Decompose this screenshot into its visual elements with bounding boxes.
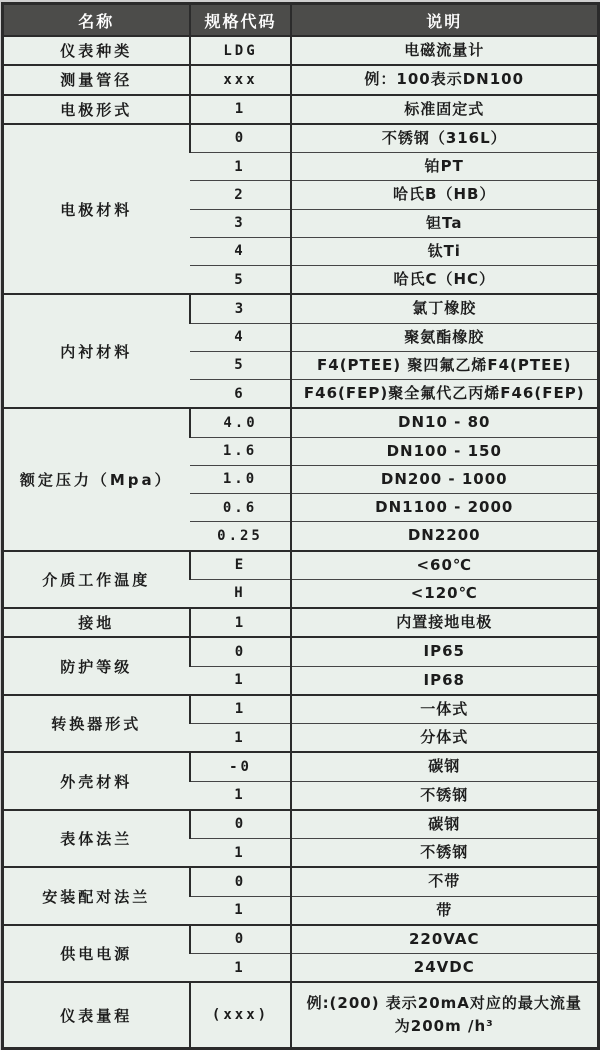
desc-cell: 标准固定式: [291, 95, 598, 124]
code-cell: 3: [190, 209, 291, 237]
desc-cell: 钽Ta: [291, 209, 598, 237]
desc-cell: 例:(200) 表示20mA对应的最大流量为200m /h³: [291, 982, 598, 1049]
desc-cell: DN2200: [291, 522, 598, 551]
code-cell: 1: [190, 724, 291, 753]
table-row: [2, 95, 598, 124]
code-cell: 1: [190, 95, 291, 124]
desc-cell: 带: [291, 896, 598, 925]
desc-cell: 电磁流量计: [291, 36, 598, 65]
code-cell: 1: [190, 666, 291, 695]
table-row: [2, 294, 598, 323]
group-name-cell: 表体法兰: [2, 810, 190, 868]
desc-cell: DN1100 - 2000: [291, 494, 598, 522]
table-row: [2, 36, 598, 65]
desc-cell: DN100 - 150: [291, 437, 598, 465]
code-cell: xxx: [190, 65, 291, 94]
code-cell: 1: [190, 153, 291, 181]
desc-cell: 聚氨酯橡胶: [291, 323, 598, 351]
code-cell: 5: [190, 351, 291, 379]
header-name: 名称: [2, 4, 190, 37]
desc-cell: IP68: [291, 666, 598, 695]
desc-cell: 哈氏B（HB）: [291, 181, 598, 209]
code-cell: -0: [190, 752, 291, 781]
code-cell: 3: [190, 294, 291, 323]
code-cell: 1: [190, 695, 291, 724]
code-cell: 0: [190, 810, 291, 839]
group-name-cell: 外壳材料: [2, 752, 190, 810]
desc-cell: IP65: [291, 637, 598, 666]
group-name-cell: 内衬材料: [2, 294, 190, 408]
code-cell: 1.6: [190, 437, 291, 465]
desc-cell: 220VAC: [291, 925, 598, 954]
group-name-cell: 转换器形式: [2, 695, 190, 753]
table-row: [2, 608, 598, 637]
code-cell: 4: [190, 323, 291, 351]
group-name-cell: 额定压力（Mpa）: [2, 408, 190, 550]
table-row: [2, 551, 598, 580]
group-name-cell: 电极材料: [2, 124, 190, 295]
desc-cell: <120℃: [291, 579, 598, 608]
table-row: [2, 752, 598, 781]
desc-cell: 分体式: [291, 724, 598, 753]
code-cell: 4.0: [190, 408, 291, 437]
table-row: [2, 695, 598, 724]
group-name-cell: 电极形式: [2, 95, 190, 124]
desc-cell: 24VDC: [291, 954, 598, 983]
desc-cell: 氯丁橡胶: [291, 294, 598, 323]
table-row: [2, 810, 598, 839]
code-cell: H: [190, 579, 291, 608]
group-name-cell: 接地: [2, 608, 190, 637]
desc-cell: 哈氏C（HC）: [291, 266, 598, 295]
group-name-cell: 仪表种类: [2, 36, 190, 65]
desc-cell: 内置接地电极: [291, 608, 598, 637]
table-row: [2, 982, 598, 1049]
group-name-cell: 测量管径: [2, 65, 190, 94]
code-cell: 1: [190, 896, 291, 925]
table-row: [2, 65, 598, 94]
code-cell: 1: [190, 608, 291, 637]
desc-cell: <60℃: [291, 551, 598, 580]
code-cell: 6: [190, 380, 291, 409]
table-row: [2, 124, 598, 153]
header-row: [2, 4, 598, 37]
group-name-cell: 防护等级: [2, 637, 190, 695]
desc-cell: 不锈钢: [291, 839, 598, 868]
code-cell: 0.6: [190, 494, 291, 522]
desc-cell: F4(PTEE) 聚四氟乙烯F4(PTEE): [291, 351, 598, 379]
header-code: 规格代码: [190, 4, 291, 37]
code-cell: LDG: [190, 36, 291, 65]
table-row: [2, 637, 598, 666]
desc-cell: F46(FEP)聚全氟代乙丙烯F46(FEP): [291, 380, 598, 409]
code-cell: 1.0: [190, 465, 291, 493]
code-cell: (xxx): [190, 982, 291, 1049]
desc-cell: 不锈钢: [291, 781, 598, 810]
desc-cell: 钛Ti: [291, 237, 598, 265]
code-cell: 0: [190, 124, 291, 153]
group-name-cell: 介质工作温度: [2, 551, 190, 609]
desc-cell: 不带: [291, 867, 598, 896]
table-row: [2, 867, 598, 896]
desc-cell: 碳钢: [291, 752, 598, 781]
spec-table-body: [2, 36, 598, 1049]
table-row: [2, 408, 598, 437]
desc-cell: DN200 - 1000: [291, 465, 598, 493]
desc-cell: 例：100表示DN100: [291, 65, 598, 94]
desc-cell: DN10 - 80: [291, 408, 598, 437]
table-row: [2, 925, 598, 954]
group-name-cell: 供电电源: [2, 925, 190, 983]
spec-table: [1, 2, 600, 1050]
header-desc: 说明: [291, 4, 598, 37]
code-cell: 5: [190, 266, 291, 295]
group-name-cell: 仪表量程: [2, 982, 190, 1049]
desc-cell: 一体式: [291, 695, 598, 724]
code-cell: 4: [190, 237, 291, 265]
desc-cell: 不锈钢（316L）: [291, 124, 598, 153]
code-cell: 0: [190, 925, 291, 954]
code-cell: E: [190, 551, 291, 580]
code-cell: 0.25: [190, 522, 291, 551]
desc-cell: 铂PT: [291, 153, 598, 181]
code-cell: 0: [190, 867, 291, 896]
code-cell: 1: [190, 781, 291, 810]
code-cell: 1: [190, 954, 291, 983]
group-name-cell: 安装配对法兰: [2, 867, 190, 925]
desc-cell: 碳钢: [291, 810, 598, 839]
code-cell: 0: [190, 637, 291, 666]
code-cell: 1: [190, 839, 291, 868]
code-cell: 2: [190, 181, 291, 209]
